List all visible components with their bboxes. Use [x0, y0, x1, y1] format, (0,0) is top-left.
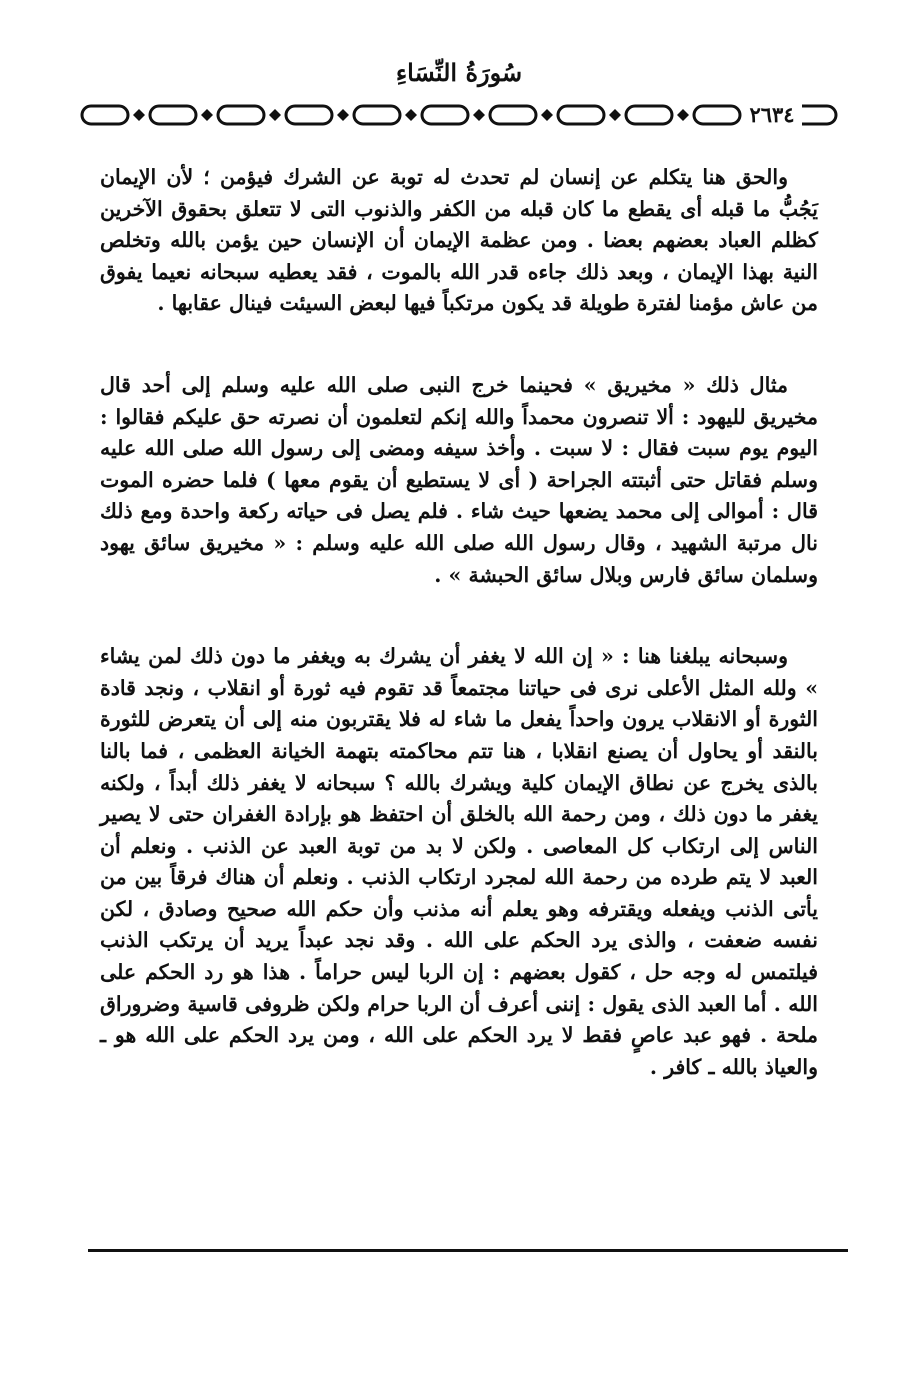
page-number: ٢٦٣٤ [742, 98, 802, 132]
decorative-chain-border [80, 98, 840, 132]
paragraph-3: وسبحانه يبلغنا هنا : « إن الله لا يغفر أن يشرك به ويغفر ما دون ذلك لمن يشاء » ولله المثل الأعلى نرى فى حياتنا مجتمعاً قد تقوم فيه ثورة أو انقلاب ، ونجد قادة الثورة أو الانقلاب يرون واحداً يفعل ما شاء له فلا يقتربون منه إلى أن يتعرض للثورة بالنقد أو يحاول أن يصنع انقلابا ، هنا تتم محاكمته بتهمة الخيانة العظمى ، فما بالنا بالذى يخرج عن نطاق الإيمان كلية ويشرك بالله ؟ سبحانه لا يغفر ذلك أبداً ، ولكنه يغفر ما دون ذلك ، ومن رحمة الله بالخلق أن احتفظ هو بإرادة الغفران حتى لا يصير الناس إلى ارتكاب كل المعاصى . ولكن لا بد من توبة العبد عن الذنب . ونعلم أن العبد لا يتم طرده من رحمة الله لمجرد ارتكاب الذنب . ونعلم أن هناك فرقاً بين من يأتى الذنب ويفعله ويقترفه وهو يعلم أنه مذنب وأن حكم الله صحيح وصادق ، لكن نفسه ضعفت ، والذى يرد الحكم على الله . وقد نجد عبداً يريد أن يرتكب الذنب فيلتمس له وجه حل ، كقول بعضهم : إن الربا ليس حراماً . هذا هو رد الحكم على الله . أما العبد الذى يقول : إننى أعرف أن الربا حرام ولكن ظروفى قاسية وضروراق ملحة . فهو عبد عاصٍ فقط لا يرد الحكم على الله ، ومن يرد الحكم على الله هو ـ والعياذ بالله ـ كافر . [100, 644, 818, 1079]
body-text [100, 162, 818, 1083]
surah-title: سُورَةُ النِّسَاءِ [395, 58, 523, 87]
footer-divider [88, 1249, 848, 1252]
paragraph-1: والحق هنا يتكلم عن إنسان لم تحدث له توبة عن الشرك فيؤمن ؛ لأن الإيمان يَجُبُّ ما قبله أى يقطع ما كان قبله من الكفر والذنوب التى لا تتعلق بحقوق الآخرين كظلم العباد بعضهم بعضا . ومن عظمة الإيمان أن الإنسان حين يؤمن بالله وتخلص النية بهذا الإيمان ، وبعد ذلك جاءه قدر الله بالموت ، فقد يعطيه سبحانه نعيما يفوق من عاش مؤمنا لفترة طويلة قد يكون مرتكباً فيها لبعض السيئت فينال عقابها . [100, 165, 818, 316]
paragraph-2: مثال ذلك « مخيريق » فحينما خرج النبى صلى الله عليه وسلم إلى أحد قال مخيريق لليهود : ألا تنصرون محمداً والله إنكم لتعلمون أن نصرته حق عليكم فقالوا : اليوم يوم سبت فقال : لا سبت . وأخذ سيفه ومضى إلى رسول الله صلى الله عليه وسلم فقاتل حتى أثبتته الجراحة ( أى لا يستطيع أن يقوم معها ) فلما حضره الموت قال : أموالى إلى محمد يضعها حيث شاء . فلم يصل فى حياته ركعة واحدة ومع ذلك نال مرتبة الشهيد ، وقال رسول الله صلى الله عليه وسلم : « مخيريق سائق يهود وسلمان سائق فارس وبلال سائق الحبشة » . [100, 372, 818, 587]
